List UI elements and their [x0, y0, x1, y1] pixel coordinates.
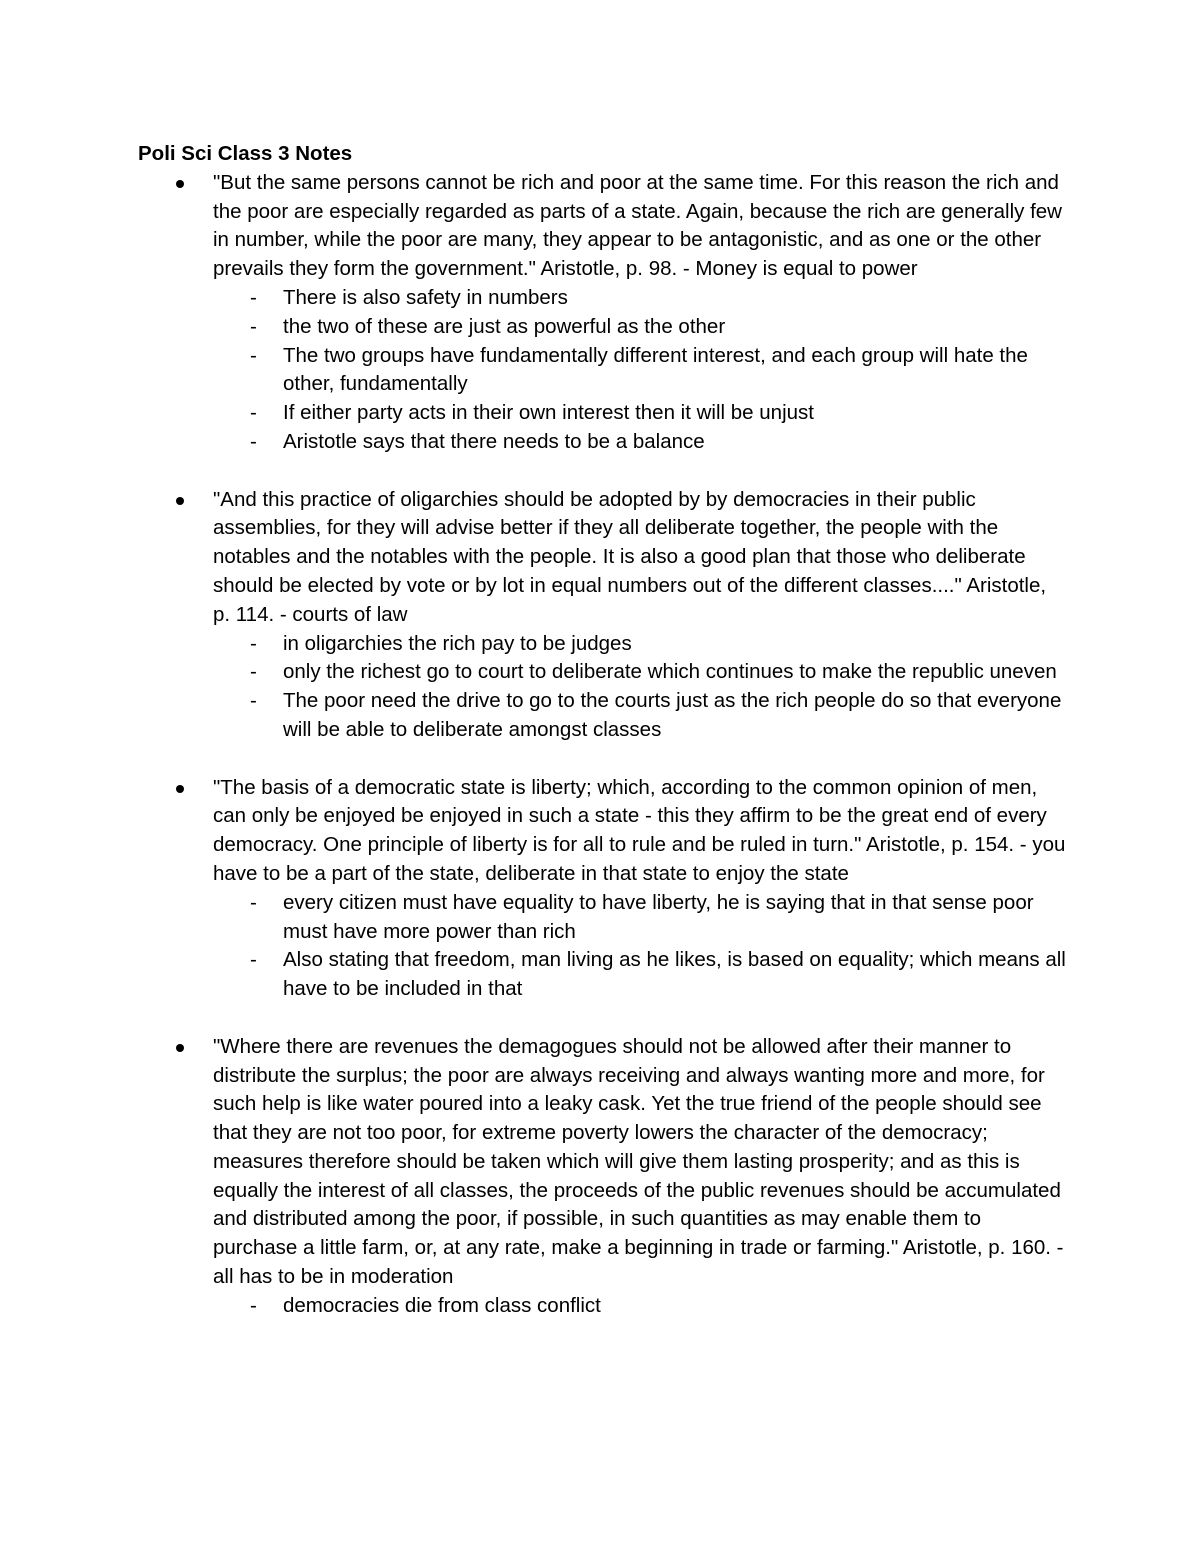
dash-marker: - — [250, 429, 257, 453]
notes-list — [138, 169, 1068, 1321]
sub-item-text: in oligarchies the rich pay to be judges — [283, 631, 632, 655]
note-bullet-4 — [138, 1033, 1068, 1321]
sub-item-text: every citizen must have equality to have liberty, he is saying that in that sense poor must have more power than rich — [283, 890, 1034, 943]
sub-item-text: Also stating that freedom, man living as he likes, is based on equality; which means all have to be included in that — [283, 948, 1066, 1001]
document-title: Poli Sci Class 3 Notes — [138, 142, 353, 165]
sub-item-text: democracies die from class conflict — [283, 1293, 601, 1317]
note-quote: "Where there are revenues the demagogues should not be allowed after their manner to distribute the surplus; the poor are always receiving and always wanting more and more, for such help is like water poured into a leaky cask. Yet the true friend of the people should see that they are not too poor, for extreme poverty lowers the character of the democracy; measures therefore should be taken which will give them lasting prosperity; and as this is equally the interest of all classes, the proceeds of the public revenues should be accumulated and distributed among the poor, if possible, in such quantities as may enable them to purchase a little farm, or, at any rate, make a beginning in trade or farming." Aristotle, p. 160. - all has to be in moderation — [213, 1034, 1064, 1289]
bullet-dot-icon — [176, 497, 184, 505]
sub-list — [213, 284, 1068, 457]
bullet-dot-icon — [176, 180, 184, 188]
dash-marker: - — [250, 631, 257, 655]
sub-item-text: The two groups have fundamentally different interest, and each group will hate the other, fundamentally — [283, 343, 1028, 396]
dash-marker: - — [250, 660, 257, 684]
dash-marker: - — [250, 1293, 257, 1317]
sub-item — [138, 284, 1068, 313]
note-bullet-2 — [138, 486, 1068, 745]
dash-marker: - — [250, 890, 257, 914]
bullet-dot-icon — [176, 785, 184, 793]
sub-item-text: Aristotle says that there needs to be a balance — [283, 429, 705, 453]
sub-list — [213, 630, 1068, 745]
sub-item — [138, 630, 1068, 659]
sub-item — [138, 889, 1068, 947]
sub-item — [138, 428, 1068, 457]
sub-item — [138, 687, 1068, 745]
dash-marker: - — [250, 314, 257, 338]
sub-list — [213, 1292, 1068, 1321]
note-bullet-1 — [138, 169, 1068, 457]
sub-item — [138, 946, 1068, 1004]
note-quote: "The basis of a democratic state is liberty; which, according to the common opinion of men, can only be enjoyed be enjoyed in such a state - this they affirm to be the great end of every democracy. One principle of liberty is for all to rule and be ruled in turn." Aristotle, p. 154. - you have to be a part of the state, deliberate in that state to enjoy the state — [213, 775, 1066, 885]
sub-item — [138, 658, 1068, 687]
sub-item-text: only the richest go to court to deliberate which continues to make the republic uneven — [283, 660, 1057, 684]
sub-item-text: If either party acts in their own interest then it will be unjust — [283, 401, 814, 425]
dash-marker: - — [250, 285, 257, 309]
sub-item — [138, 399, 1068, 428]
bullet-dot-icon — [176, 1044, 184, 1052]
sub-item-text: There is also safety in numbers — [283, 285, 568, 309]
sub-list — [213, 889, 1068, 1004]
dash-marker: - — [250, 401, 257, 425]
sub-item-text: the two of these are just as powerful as the other — [283, 314, 726, 338]
sub-item — [138, 1292, 1068, 1321]
sub-item-text: The poor need the drive to go to the courts just as the rich people do so that everyone will be able to deliberate amongst classes — [283, 689, 1062, 741]
dash-marker: - — [250, 343, 257, 367]
document-page — [138, 140, 1068, 1321]
dash-marker: - — [250, 689, 257, 713]
sub-item — [138, 313, 1068, 342]
sub-item — [138, 342, 1068, 400]
dash-marker: - — [250, 948, 257, 972]
note-quote: "But the same persons cannot be rich and poor at the same time. For this reason the rich and the poor are especially regarded as parts of a state. Again, because the rich are generally few in number, while the poor are many, they appear to be antagonistic, and as one or the other prevails they form the government." Aristotle, p. 98. - Money is equal to power — [213, 170, 1062, 281]
note-bullet-3 — [138, 774, 1068, 1004]
note-quote: "And this practice of oligarchies should be adopted by by democracies in their public assemblies, for they will advise better if they all deliberate together, the people with the notables and the notables with the people. It is also a good plan that those who deliberate should be elected by vote or by lot in equal numbers out of the different classes...." Aristotle, p. 114. - courts of law — [213, 487, 1047, 626]
